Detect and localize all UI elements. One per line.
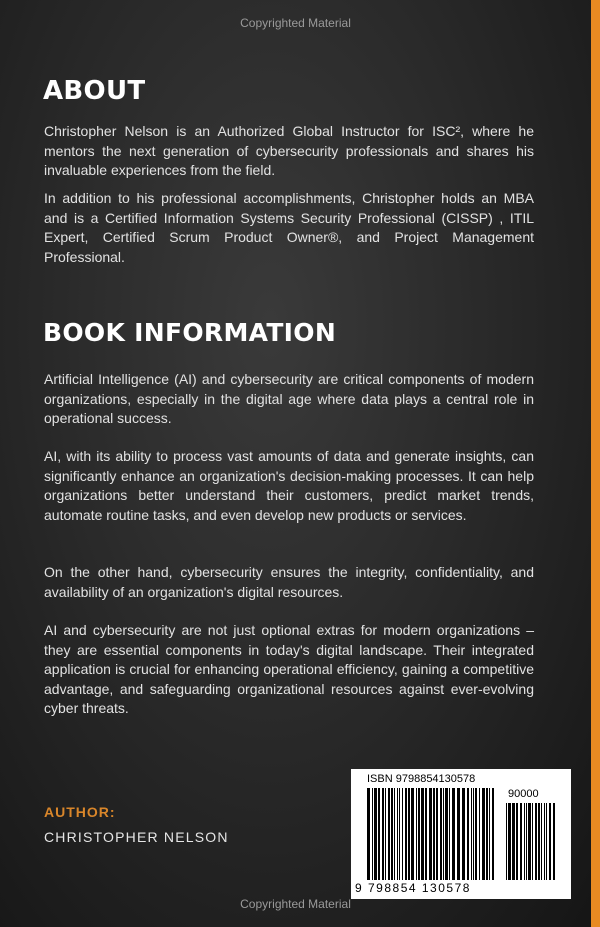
barcode-bar — [399, 788, 400, 880]
barcode-bar — [443, 788, 444, 880]
isbn-barcode — [351, 769, 571, 899]
barcode-bar — [492, 788, 494, 880]
barcode-bar — [449, 788, 450, 880]
barcode-bar — [541, 803, 542, 880]
barcode-bar — [520, 803, 522, 880]
barcode-bar — [429, 788, 432, 880]
barcode-bar — [408, 788, 410, 880]
barcode-digits: 9 798854 130578 — [355, 881, 471, 895]
barcode-bar — [372, 788, 373, 880]
barcode-bar — [445, 788, 448, 880]
barcode-addon-bars — [506, 803, 556, 880]
barcode-bar — [475, 788, 477, 880]
barcode-bar — [374, 788, 377, 880]
barcode-bar — [471, 788, 472, 880]
isbn-label: ISBN 9798854130578 — [367, 773, 476, 785]
barcode-bar — [479, 788, 480, 880]
book-information-heading: BOOK INFORMATION — [43, 318, 337, 347]
barcode-bar — [405, 788, 407, 880]
barcode-bar — [473, 788, 474, 880]
barcode-bar — [512, 803, 515, 880]
watermark-top: Copyrighted Material — [240, 16, 351, 30]
orange-edge-stripe — [591, 0, 600, 927]
barcode-bar — [528, 803, 531, 880]
barcode-bar — [535, 803, 537, 880]
barcode-bar — [524, 803, 525, 880]
barcode-bar — [436, 788, 438, 880]
book-paragraph-4: AI and cybersecurity are not just optional extras for modern organizations – they are essential components in today's digital landscape. Their integrated application is crucial for enhancing operational efficiency, gaining a competitive advantage, and safeguarding organizational resources against ever-evolving cyber threats. — [44, 622, 534, 716]
barcode-addon-number: 90000 — [508, 788, 539, 800]
barcode-bar — [416, 788, 417, 880]
barcode-bar — [425, 788, 427, 880]
author-name: CHRISTOPHER NELSON — [44, 829, 229, 845]
barcode-bar — [382, 788, 384, 880]
barcode-bars — [367, 788, 497, 880]
barcode-bar — [397, 788, 398, 880]
barcode-bar — [486, 788, 488, 880]
about-paragraph-2: In addition to his professional accomplishments, Christopher holds an MBA and is a Certified Information Systems Security Professional (CISSP) , ITIL Expert, Certified Scrum Product Owner®, and Project Management Professional. — [44, 190, 534, 265]
barcode-bar — [367, 788, 370, 880]
barcode-bar — [391, 788, 393, 880]
barcode-bar — [532, 803, 533, 880]
barcode-bar — [538, 803, 540, 880]
watermark-bottom: Copyrighted Material — [240, 897, 351, 911]
barcode-bar — [462, 788, 465, 880]
book-paragraph-1: Artificial Intelligence (AI) and cybersecurity are critical components of modern organizations, especially in the digital age where data plays a central role in operational success. — [44, 371, 534, 426]
book-paragraph-3: On the other hand, cybersecurity ensures the integrity, confidentiality, and availability of an organization's digital resources. — [44, 564, 534, 600]
book-paragraph-2: AI, with its ability to process vast amounts of data and generate insights, can significantly enhance an organization's decision-making processes. It can help organizations better understand their customers, predict market trends, automate routine tasks, and even develop new products or services. — [44, 448, 534, 523]
barcode-bar — [402, 788, 403, 880]
barcode-bar — [546, 803, 547, 880]
barcode-bar — [411, 788, 414, 880]
barcode-bar — [421, 788, 424, 880]
barcode-bar — [508, 803, 511, 880]
barcode-bar — [452, 788, 455, 880]
barcode-bar — [549, 803, 551, 880]
barcode-bar — [489, 788, 490, 880]
author-label: AUTHOR: — [44, 804, 116, 820]
barcode-bar — [553, 803, 555, 880]
barcode-bar — [482, 788, 485, 880]
barcode-bar — [418, 788, 420, 880]
barcode-bar — [385, 788, 386, 880]
about-paragraph-1: Christopher Nelson is an Authorized Global Instructor for ISC², where he mentors the next generation of cybersecurity professionals and shares his invaluable experiences from the field. — [44, 123, 534, 178]
barcode-bar — [516, 803, 518, 880]
barcode-bar — [467, 788, 469, 880]
barcode-bar — [440, 788, 442, 880]
about-heading: ABOUT — [43, 76, 146, 106]
barcode-bar — [433, 788, 435, 880]
barcode-bar — [394, 788, 395, 880]
barcode-bar — [526, 803, 527, 880]
barcode-bar — [378, 788, 380, 880]
barcode-bar — [544, 803, 545, 880]
barcode-bar — [457, 788, 460, 880]
barcode-bar — [506, 803, 507, 880]
barcode-bar — [388, 788, 390, 880]
